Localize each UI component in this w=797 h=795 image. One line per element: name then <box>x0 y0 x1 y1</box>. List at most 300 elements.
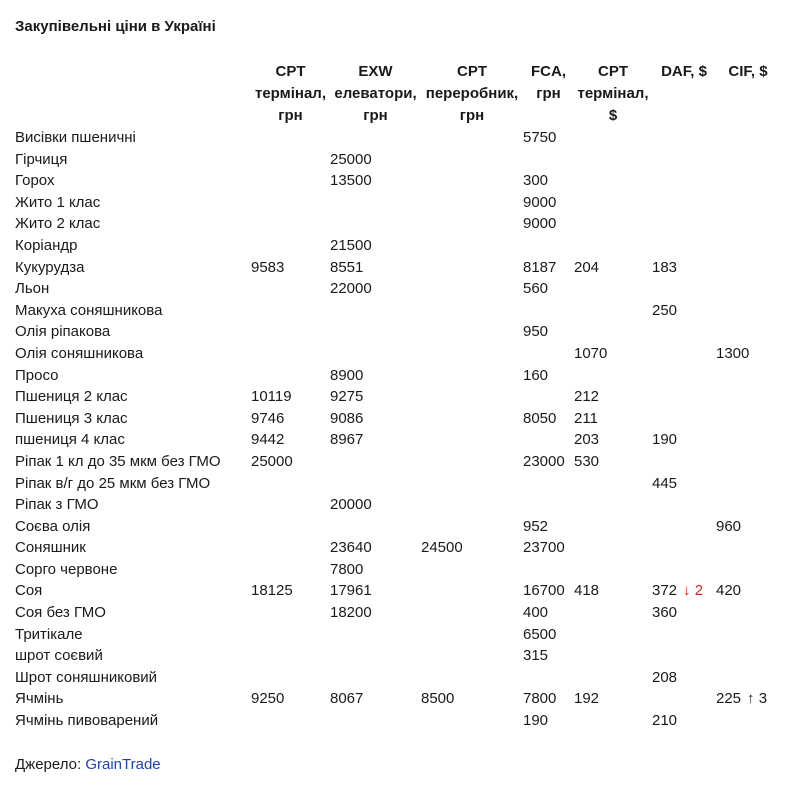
price-cell <box>523 688 574 710</box>
price-cell <box>523 213 574 235</box>
price-value: 10119 <box>251 388 292 406</box>
table-row <box>15 321 780 343</box>
column-header: CPT термінал, $ <box>577 63 649 124</box>
price-cell <box>652 365 716 387</box>
price-cell <box>251 278 330 300</box>
price-cell <box>574 213 652 235</box>
price-cell <box>251 537 330 559</box>
price-cell <box>421 624 523 646</box>
price-value: 22000 <box>330 280 372 298</box>
table-row <box>15 257 780 279</box>
price-value: 8900 <box>330 366 364 384</box>
price-cell <box>523 257 574 279</box>
price-value: 420 <box>716 582 742 600</box>
price-value: 530 <box>574 452 600 470</box>
source-line <box>15 755 161 775</box>
commodity-name: Соя <box>15 582 43 600</box>
commodity-name: Шрот соняшниковий <box>15 668 158 686</box>
price-cell <box>330 170 421 192</box>
price-cell <box>652 429 716 451</box>
price-cell <box>716 537 780 559</box>
table-row <box>15 451 780 473</box>
price-cell <box>716 127 780 149</box>
price-value: 17961 <box>330 582 372 600</box>
price-cell <box>330 688 421 710</box>
price-value: 9250 <box>251 690 285 708</box>
column-header <box>15 61 251 127</box>
price-cell <box>716 149 780 171</box>
price-value: 16700 <box>523 582 565 600</box>
price-cell <box>251 192 330 214</box>
price-cell <box>421 170 523 192</box>
table-row <box>15 602 780 624</box>
price-cell <box>523 494 574 516</box>
price-value: 250 <box>652 301 678 319</box>
price-cell <box>574 386 652 408</box>
price-cell <box>251 624 330 646</box>
price-cell <box>523 451 574 473</box>
price-cell <box>251 645 330 667</box>
price-cell <box>652 170 716 192</box>
price-cell <box>523 624 574 646</box>
price-cell <box>421 235 523 257</box>
price-value: 315 <box>523 647 549 665</box>
price-cell <box>574 494 652 516</box>
price-cell <box>716 667 780 689</box>
price-cell <box>330 624 421 646</box>
source-link[interactable]: GrainTrade <box>85 756 161 773</box>
table-header-row <box>15 61 780 127</box>
price-value: 8967 <box>330 431 364 449</box>
price-value: 211 <box>574 409 598 427</box>
price-cell <box>523 365 574 387</box>
price-value: 18125 <box>251 582 293 600</box>
price-cell <box>652 559 716 581</box>
table-row <box>15 300 780 322</box>
column-header: CPT термінал, грн <box>254 63 326 124</box>
commodity-name: Жито 1 клас <box>15 193 101 211</box>
price-cell <box>523 192 574 214</box>
price-value: 183 <box>652 258 678 276</box>
price-cell <box>421 343 523 365</box>
price-cell <box>652 408 716 430</box>
commodity-name: Пшениця 3 клас <box>15 409 128 427</box>
price-cell <box>652 580 716 602</box>
price-value: 560 <box>523 280 549 298</box>
price-cell <box>330 127 421 149</box>
price-cell <box>251 580 330 602</box>
column-header: FCA, грн <box>531 63 566 102</box>
column-header: CPT переробник, грн <box>425 63 519 124</box>
price-value: 9086 <box>330 409 364 427</box>
price-cell <box>574 516 652 538</box>
commodity-name: Соняшник <box>15 539 86 557</box>
price-cell <box>523 127 574 149</box>
table-row <box>15 149 780 171</box>
price-value: 8500 <box>421 690 455 708</box>
price-cell <box>330 149 421 171</box>
price-cell <box>716 408 780 430</box>
price-cell <box>251 473 330 495</box>
table-row <box>15 494 780 516</box>
price-value: 7800 <box>330 560 364 578</box>
price-cell <box>251 213 330 235</box>
price-cell <box>574 149 652 171</box>
commodity-name: Олія соняшникова <box>15 344 144 362</box>
price-cell <box>652 278 716 300</box>
price-cell <box>574 602 652 624</box>
price-value: 212 <box>574 388 600 406</box>
column-header: DAF, $ <box>661 63 707 80</box>
price-value: 24500 <box>421 539 463 557</box>
price-cell <box>574 473 652 495</box>
price-cell <box>523 473 574 495</box>
price-cell <box>523 170 574 192</box>
price-cell <box>330 429 421 451</box>
commodity-name: шрот соєвий <box>15 647 103 665</box>
table-row <box>15 516 780 538</box>
price-cell <box>523 300 574 322</box>
table-row <box>15 213 780 235</box>
commodity-name: Льон <box>15 280 50 298</box>
price-cell <box>330 667 421 689</box>
price-cell <box>716 365 780 387</box>
table-row <box>15 343 780 365</box>
price-value: 8551 <box>330 258 364 276</box>
commodity-name: Макуха соняшникова <box>15 301 163 319</box>
price-cell <box>716 321 780 343</box>
price-value: 300 <box>523 172 549 190</box>
price-cell <box>716 300 780 322</box>
price-cell <box>652 192 716 214</box>
price-cell <box>251 257 330 279</box>
price-cell <box>330 408 421 430</box>
price-cell <box>574 321 652 343</box>
price-cell <box>421 494 523 516</box>
commodity-name: Гірчиця <box>15 150 68 168</box>
price-cell <box>251 235 330 257</box>
price-cell <box>421 645 523 667</box>
table-row <box>15 127 780 149</box>
price-value: 9583 <box>251 258 285 276</box>
price-value: 25000 <box>251 452 293 470</box>
column-header: CIF, $ <box>728 63 768 80</box>
price-cell <box>716 386 780 408</box>
table-row <box>15 624 780 646</box>
price-value: 9000 <box>523 215 557 233</box>
price-cell <box>421 149 523 171</box>
price-cell <box>330 192 421 214</box>
price-cell <box>716 278 780 300</box>
price-cell <box>652 710 716 732</box>
price-value: 6500 <box>523 625 557 643</box>
price-cell <box>523 516 574 538</box>
table-row <box>15 645 780 667</box>
price-cell <box>421 451 523 473</box>
commodity-name: Соя без ГМО <box>15 604 106 622</box>
price-cell <box>716 559 780 581</box>
commodity-name: Горох <box>15 172 55 190</box>
source-label: Джерело: <box>15 756 82 773</box>
price-cell <box>421 386 523 408</box>
price-cell <box>574 624 652 646</box>
price-cell <box>330 235 421 257</box>
commodity-name: Висівки пшеничні <box>15 129 136 146</box>
price-cell <box>523 429 574 451</box>
price-cell <box>523 235 574 257</box>
price-cell <box>716 602 780 624</box>
price-cell <box>251 343 330 365</box>
price-cell <box>330 473 421 495</box>
price-cell <box>523 710 574 732</box>
commodity-name: Соєва олія <box>15 517 91 535</box>
price-cell <box>716 710 780 732</box>
page-title: Закупівельні ціни в Україні <box>15 18 216 35</box>
price-cell <box>652 343 716 365</box>
price-cell <box>523 386 574 408</box>
price-cell <box>421 278 523 300</box>
price-cell <box>330 278 421 300</box>
price-cell <box>574 365 652 387</box>
price-value: 1300 <box>716 344 750 362</box>
price-value: 950 <box>523 323 549 341</box>
price-cell <box>421 710 523 732</box>
price-cell <box>330 386 421 408</box>
price-value: 9000 <box>523 193 557 211</box>
table-row <box>15 365 780 387</box>
price-cell <box>652 451 716 473</box>
table-row <box>15 170 780 192</box>
price-cell <box>652 300 716 322</box>
price-cell <box>716 473 780 495</box>
commodity-name: Коріандр <box>15 236 78 254</box>
price-cell <box>421 408 523 430</box>
table-row <box>15 278 780 300</box>
price-cell <box>251 602 330 624</box>
price-cell <box>330 257 421 279</box>
price-cell <box>330 321 421 343</box>
price-cell <box>421 257 523 279</box>
price-cell <box>251 429 330 451</box>
price-value: 1070 <box>574 344 608 362</box>
price-value: 9275 <box>330 388 364 406</box>
price-cell <box>574 257 652 279</box>
price-cell <box>716 235 780 257</box>
price-cell <box>523 343 574 365</box>
commodity-name: Ріпак 1 кл до 35 мкм без ГМО <box>15 452 221 470</box>
table-row <box>15 688 780 710</box>
table-row <box>15 537 780 559</box>
price-cell <box>574 429 652 451</box>
price-cell <box>652 667 716 689</box>
price-cell <box>523 580 574 602</box>
price-cell <box>652 257 716 279</box>
price-cell <box>251 321 330 343</box>
price-cell <box>652 645 716 667</box>
price-cell <box>574 580 652 602</box>
price-value: 204 <box>574 258 600 276</box>
commodity-name: Сорго червоне <box>15 560 118 578</box>
price-cell <box>574 300 652 322</box>
price-cell <box>523 667 574 689</box>
price-cell <box>421 213 523 235</box>
table-row <box>15 386 780 408</box>
price-cell <box>574 667 652 689</box>
price-value: 192 <box>574 690 600 708</box>
price-cell <box>574 278 652 300</box>
price-cell <box>652 537 716 559</box>
commodity-name: Ріпак з ГМО <box>15 496 99 514</box>
price-cell <box>421 300 523 322</box>
price-value: 9746 <box>251 409 285 427</box>
price-cell <box>652 688 716 710</box>
price-cell <box>330 537 421 559</box>
price-change-up: ↑ 3 <box>747 690 768 708</box>
price-cell <box>251 559 330 581</box>
commodity-name: Пшениця 2 клас <box>15 388 128 406</box>
price-cell <box>330 494 421 516</box>
price-cell <box>330 451 421 473</box>
price-cell <box>251 170 330 192</box>
table-row <box>15 559 780 581</box>
price-cell <box>421 127 523 149</box>
price-cell <box>251 451 330 473</box>
price-value: 8050 <box>523 409 557 427</box>
price-cell <box>251 688 330 710</box>
price-value: 960 <box>716 517 742 535</box>
price-cell <box>251 710 330 732</box>
price-cell <box>716 580 780 602</box>
price-cell <box>421 667 523 689</box>
commodity-name: Ріпак в/г до 25 мкм без ГМО <box>15 474 211 492</box>
price-value: 952 <box>523 517 549 535</box>
price-cell <box>523 559 574 581</box>
table-row <box>15 473 780 495</box>
price-change-down: ↓ 2 <box>683 582 704 600</box>
price-cell <box>652 624 716 646</box>
price-value: 20000 <box>330 496 372 514</box>
price-cell <box>523 149 574 171</box>
price-cell <box>652 213 716 235</box>
commodity-name: Жито 2 клас <box>15 215 101 233</box>
price-value: 160 <box>523 366 549 384</box>
price-cell <box>716 451 780 473</box>
price-cell <box>330 559 421 581</box>
price-cell <box>421 688 523 710</box>
price-cell <box>330 580 421 602</box>
price-cell <box>251 386 330 408</box>
price-value: 7800 <box>523 690 557 708</box>
price-cell <box>523 645 574 667</box>
price-cell <box>421 473 523 495</box>
table-body <box>15 127 780 732</box>
price-cell <box>716 257 780 279</box>
price-value: 18200 <box>330 604 372 622</box>
price-cell <box>652 149 716 171</box>
price-cell <box>421 602 523 624</box>
table-row <box>15 192 780 214</box>
price-value: 400 <box>523 604 549 622</box>
price-value: 208 <box>652 668 678 686</box>
price-cell <box>652 494 716 516</box>
price-cell <box>716 516 780 538</box>
price-value: 21500 <box>330 236 372 254</box>
commodity-name: Кукурудза <box>15 258 85 276</box>
price-cell <box>421 192 523 214</box>
price-cell <box>574 688 652 710</box>
price-cell <box>574 343 652 365</box>
price-cell <box>574 127 652 149</box>
price-cell <box>251 667 330 689</box>
price-cell <box>716 343 780 365</box>
table-row <box>15 235 780 257</box>
price-cell <box>574 451 652 473</box>
price-cell <box>574 408 652 430</box>
price-value: 210 <box>652 712 678 730</box>
table-row <box>15 710 780 732</box>
commodity-name: пшениця 4 клас <box>15 431 125 449</box>
price-cell <box>716 429 780 451</box>
price-value: 225 <box>716 690 742 708</box>
commodity-name: Тритікале <box>15 625 83 643</box>
table-row <box>15 580 780 602</box>
price-cell <box>523 278 574 300</box>
price-cell <box>716 494 780 516</box>
price-cell <box>574 645 652 667</box>
table-row <box>15 408 780 430</box>
price-cell <box>652 473 716 495</box>
price-cell <box>574 537 652 559</box>
price-value: 23700 <box>523 539 565 557</box>
price-cell <box>574 192 652 214</box>
price-value: 8067 <box>330 690 364 708</box>
price-cell <box>330 710 421 732</box>
column-header: EXW елеватори, грн <box>334 63 417 124</box>
price-cell <box>421 580 523 602</box>
table-row <box>15 667 780 689</box>
price-cell <box>716 624 780 646</box>
commodity-name: Просо <box>15 366 59 384</box>
price-cell <box>330 300 421 322</box>
price-cell <box>523 537 574 559</box>
price-cell <box>421 429 523 451</box>
price-cell <box>574 710 652 732</box>
price-cell <box>716 170 780 192</box>
price-value: 190 <box>652 431 678 449</box>
price-cell <box>330 645 421 667</box>
price-value: 203 <box>574 431 600 449</box>
price-cell <box>523 408 574 430</box>
price-cell <box>421 365 523 387</box>
commodity-name: Олія ріпакова <box>15 323 111 341</box>
price-cell <box>523 602 574 624</box>
price-cell <box>652 386 716 408</box>
price-value: 360 <box>652 604 678 622</box>
price-cell <box>330 343 421 365</box>
price-cell <box>421 559 523 581</box>
price-value: 8187 <box>523 258 557 276</box>
price-cell <box>574 170 652 192</box>
price-value: 25000 <box>330 150 372 168</box>
price-cell <box>652 516 716 538</box>
price-cell <box>251 494 330 516</box>
price-value: 372 <box>652 582 678 600</box>
price-value: 9442 <box>251 431 285 449</box>
price-cell <box>251 127 330 149</box>
price-cell <box>330 365 421 387</box>
prices-table <box>15 61 780 732</box>
commodity-name: Ячмінь пивоварений <box>15 712 159 730</box>
